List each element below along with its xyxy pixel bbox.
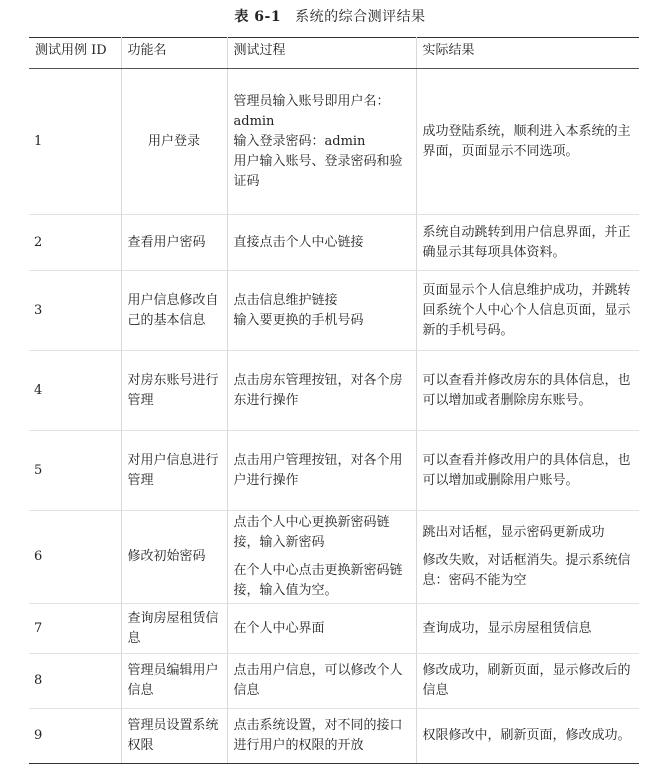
cell-function-name: 用户信息修改自己的基本信息 xyxy=(121,271,227,351)
cell-test-id: 6 xyxy=(29,511,121,604)
table-row xyxy=(29,351,639,431)
table-row xyxy=(29,271,639,351)
cell-actual-result: 页面显示个人信息维护成功，并跳转回系统个人中心个人信息页面，显示新的手机号码。 xyxy=(416,271,639,351)
cell-test-id: 8 xyxy=(29,654,121,709)
table-caption xyxy=(0,6,660,26)
cell-test-id: 1 xyxy=(29,69,121,215)
cell-test-process: 直接点击个人中心链接 xyxy=(227,215,416,271)
table-row xyxy=(29,215,639,271)
cell-function-name: 用户登录 xyxy=(121,69,227,215)
cell-actual-result: 可以查看并修改房东的具体信息，也可以增加或者删除房东账号。 xyxy=(416,351,639,431)
cell-test-process: 点击房东管理按钮，对各个房东进行操作 xyxy=(227,351,416,431)
cell-function-name: 查询房屋租赁信息 xyxy=(121,604,227,654)
process-line: 点击个人中心更换新密码链接，输入新密码 xyxy=(233,515,390,550)
header-test-process: 测试过程 xyxy=(227,38,416,69)
table-title: 系统的综合测评结果 xyxy=(295,9,426,25)
cell-test-id: 4 xyxy=(29,351,121,431)
cell-function-name: 管理员编辑用户信息 xyxy=(121,654,227,709)
cell-actual-result: 系统自动跳转到用户信息界面，并正确显示其每项具体资料。 xyxy=(416,215,639,271)
cell-function-name: 修改初始密码 xyxy=(121,511,227,604)
table-header-row xyxy=(29,38,639,69)
cell-test-id: 3 xyxy=(29,271,121,351)
table-row xyxy=(29,511,639,604)
process-line: 用户输入账号、登录密码和验证码 xyxy=(233,153,403,189)
cell-actual-result: 修改成功，刷新页面，显示修改后的信息 xyxy=(416,654,639,709)
table-row xyxy=(29,604,639,654)
result-line: 跳出对话框，显示密码更新成功 xyxy=(422,525,605,540)
cell-function-name: 管理员设置系统权限 xyxy=(121,709,227,764)
cell-actual-result: 成功登陆系统，顺利进入本系统的主界面，页面显示不同选项。 xyxy=(416,69,639,215)
cell-test-id: 2 xyxy=(29,215,121,271)
cell-test-process: 点击系统设置，对不同的接口进行用户的权限的开放 xyxy=(227,709,416,764)
cell-function-name: 查看用户密码 xyxy=(121,215,227,271)
cell-test-process xyxy=(227,511,416,604)
cell-function-name: 对用户信息进行管理 xyxy=(121,431,227,511)
cell-actual-result: 查询成功，显示房屋租赁信息 xyxy=(416,604,639,654)
process-line: admin xyxy=(233,113,275,129)
result-line: 修改失败，对话框消失。提示系统信息：密码不能为空 xyxy=(422,553,631,588)
table-row xyxy=(29,69,639,215)
cell-actual-result: 权限修改中，刷新页面，修改成功。 xyxy=(416,709,639,764)
table-row xyxy=(29,709,639,764)
cell-test-id: 9 xyxy=(29,709,121,764)
cell-test-process xyxy=(227,271,416,351)
test-results-table xyxy=(29,37,639,764)
process-line: 点击信息维护链接 xyxy=(233,292,338,308)
process-line: 输入要更换的手机号码 xyxy=(233,312,364,328)
cell-test-process: 在个人中心界面 xyxy=(227,604,416,654)
process-line: 管理员输入账号即用户名： xyxy=(233,93,390,109)
cell-actual-result xyxy=(416,511,639,604)
header-function-name: 功能名 xyxy=(121,38,227,69)
table-row xyxy=(29,431,639,511)
table-row xyxy=(29,654,639,709)
cell-test-process: 点击用户管理按钮，对各个用户进行操作 xyxy=(227,431,416,511)
cell-test-process xyxy=(227,69,416,215)
cell-test-id: 5 xyxy=(29,431,121,511)
cell-actual-result: 可以查看并修改用户的具体信息，也可以增加或删除用户账号。 xyxy=(416,431,639,511)
process-line: 在个人中心点击更换新密码链接，输入值为空。 xyxy=(233,563,403,598)
table-number: 表 6-1 xyxy=(234,9,282,25)
header-actual-result: 实际结果 xyxy=(416,38,639,69)
header-test-id: 测试用例 ID xyxy=(29,38,121,69)
cell-test-id: 7 xyxy=(29,604,121,654)
cell-test-process: 点击用户信息，可以修改个人信息 xyxy=(227,654,416,709)
cell-function-name: 对房东账号进行管理 xyxy=(121,351,227,431)
process-line: 输入登录密码：admin xyxy=(233,133,366,149)
